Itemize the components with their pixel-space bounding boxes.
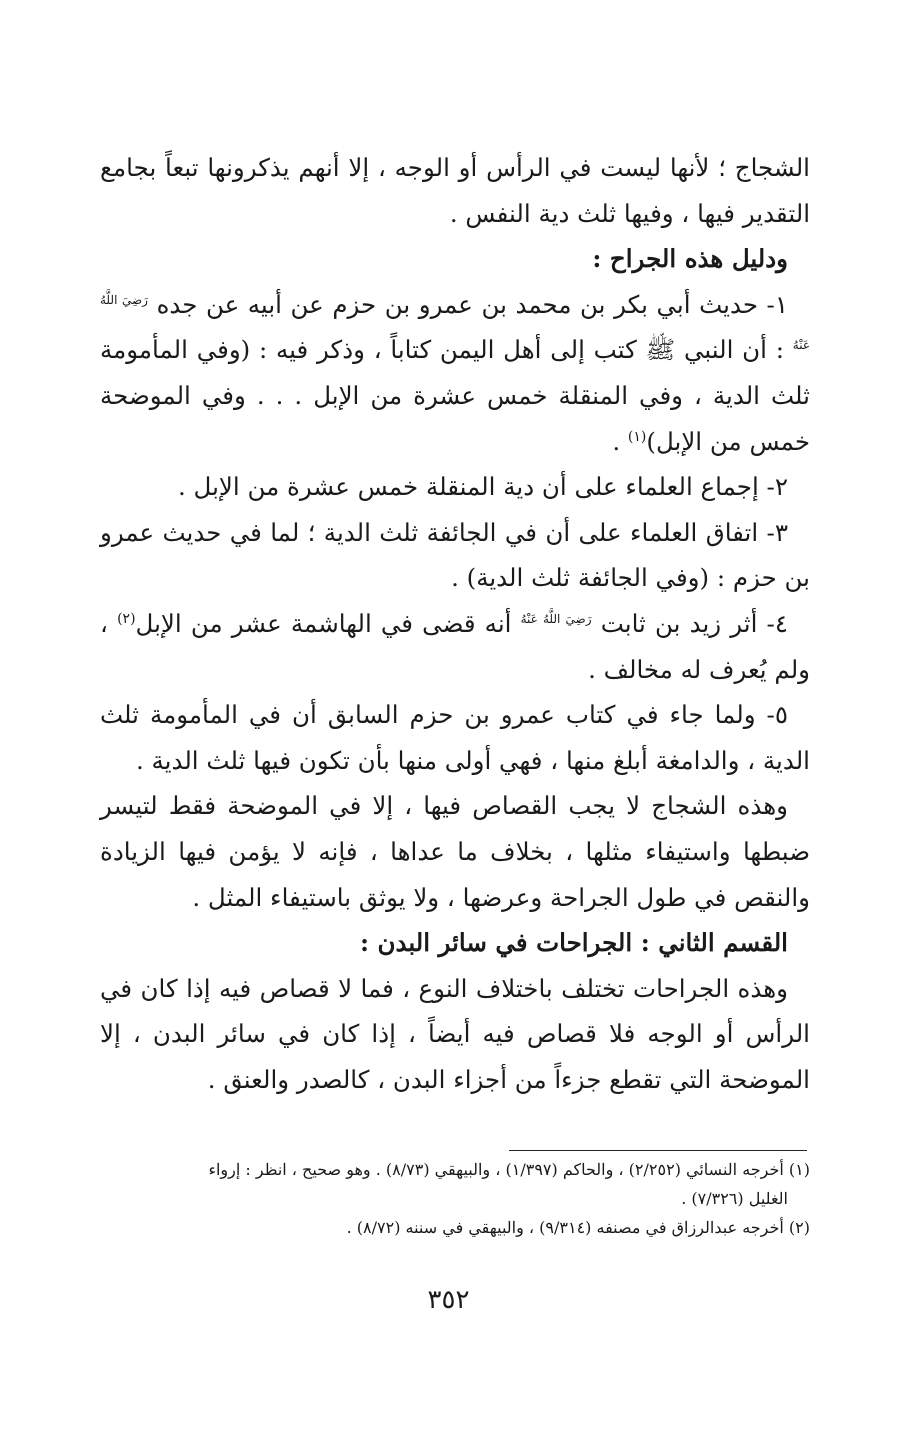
- footnote-1-continued: الغليل (٧/٣٢٦) .: [681, 1189, 788, 1208]
- paragraph: وهذه الجراحات تختلف باختلاف النوع ، فما لا قصاص فيه إذا كان في الرأس أو الوجه فلا قصاص فيه أيضاً ، إذا كان في سائر البدن ، إلا الموضحة التي تقطع جزءاً من أجزاء البدن ، كالصدر والعنق .: [100, 973, 810, 1094]
- evidence-item-1: [100, 282, 810, 464]
- page-number: ٣٥٢: [427, 1285, 470, 1315]
- text-run: ٤- أثر زيد بن ثابت: [600, 608, 789, 638]
- footnote-ref: (٢): [117, 610, 136, 627]
- text-run: ١- حديث أبي بكر بن محمد بن عمرو بن حزم عن أبيه عن جده: [156, 289, 789, 319]
- evidence-item-4: [100, 601, 810, 692]
- footnote-1: (١) أخرجه النسائي (٢/٢٥٢) ، والحاكم (١/٣٩٧) ، والبيهقي (٨/٧٣) . وهو صحيح ، انظر : إرواء: [208, 1160, 810, 1179]
- text-run: ، ولم يُعرف له مخالف .: [100, 608, 810, 684]
- footnote-divider: [509, 1150, 807, 1151]
- evidence-item-2: ٢- إجماع العلماء على أن دية المنقلة خمس عشرة من الإبل .: [177, 472, 788, 502]
- honorific-radiallahu: رَضِيَ اللَّهُ عَنْهُ: [520, 611, 592, 626]
- section-heading: القسم الثاني : الجراحات في سائر البدن :: [359, 928, 788, 958]
- text-run: .: [612, 426, 628, 456]
- text-run: كتب إلى أهل اليمن كتاباً ، وذكر فيه : (وفي المأمومة ثلث الدية ، وفي المنقلة خمس عشرة من الإبل . . . وفي الموضحة خمس من الإبل): [100, 335, 810, 456]
- footnotes: [100, 1155, 810, 1242]
- paragraph: وهذه الشجاج لا يجب القصاص فيها ، إلا في الموضحة فقط لتيسر ضبطها واستيفاء مثلها ، بخلاف ما عداها ، فإنه لا يؤمن فيها الزيادة والنقص في طول الجراحة وعرضها ، ولا يوثق باستيفاء المثل .: [100, 791, 810, 912]
- text-run: أنه قضى في الهاشمة عشر من الإبل: [135, 608, 512, 638]
- honorific-radiallahu: رَضِيَ اللَّهُ عَنْهُ: [100, 292, 810, 353]
- honorific-salla: ﷺ: [645, 335, 676, 365]
- paragraph: الشجاج ؛ لأنها ليست في الرأس أو الوجه ، إلا أنهم يذكرونها تبعاً بجامع التقدير فيها ، وفيها ثلث دية النفس .: [100, 153, 810, 228]
- evidence-item-5: ٥- ولما جاء في كتاب عمرو بن حزم السابق أن في المأمومة ثلث الدية ، والدامغة أبلغ منها ، فهي أولى منها بأن تكون فيها ثلث الدية .: [100, 700, 810, 775]
- main-text: [100, 145, 810, 1102]
- evidence-item-3: ٣- اتفاق العلماء على أن في الجائفة ثلث الدية ؛ لما في حديث عمرو بن حزم : (وفي الجائفة ثلث الدية) .: [100, 517, 810, 593]
- footnote-ref: (١): [627, 428, 647, 445]
- footnote-2: (٢) أخرجه عبدالرزاق في مصنفه (٩/٣١٤) ، والبيهقي في سننه (٨/٧٢) .: [346, 1218, 810, 1237]
- text-run: : أن النبي: [683, 335, 784, 365]
- section-heading: ودليل هذه الجراح :: [592, 244, 788, 274]
